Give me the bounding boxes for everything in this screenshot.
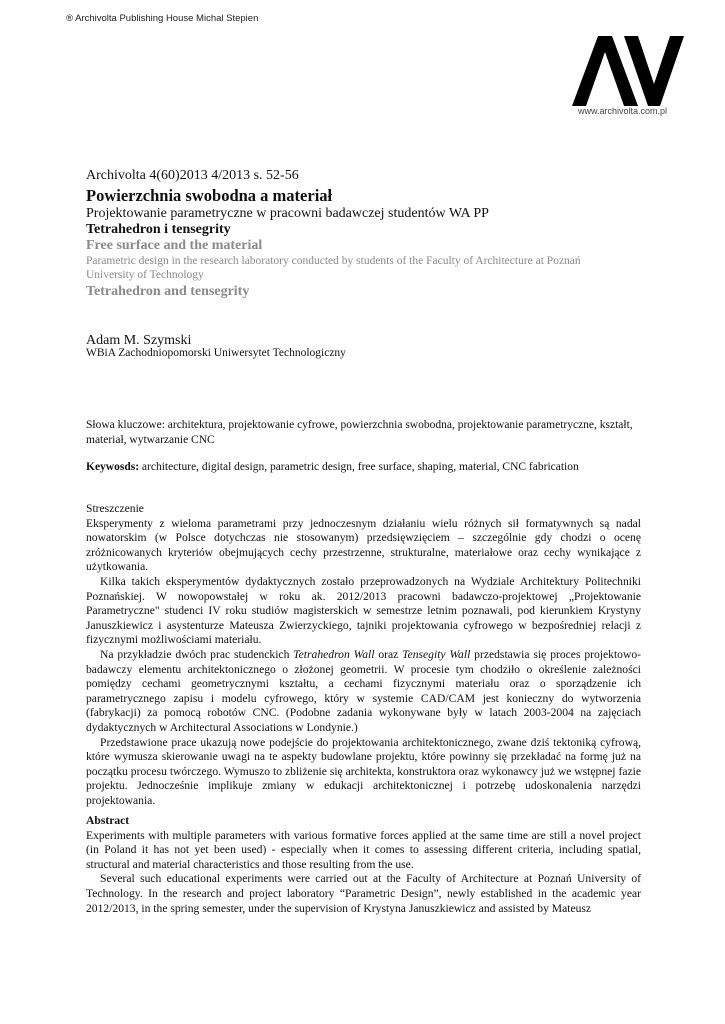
- abstract-english-heading: Abstract: [86, 814, 130, 827]
- italic-title: Tetrahedron Wall: [293, 647, 375, 661]
- author-affiliation: WBiA Zachodniopomorski Uniwersytet Technologiczny: [86, 347, 346, 359]
- abstract-polish-paragraph: Eksperymenty z wieloma parametrami przy jednoczesnym działaniu wielu różnych sił formatywnych są nadal nowatorskim (w Polsce dotychczas nie stosowanym) przedsięwzięciem – szczególnie gdy chodzi o ocenę zróżnicowanych kryteriów obejmujących cechy przestrzenne, strukturalne, materiałowe oraz cechy wynikające z użytkowania.: [86, 516, 641, 574]
- abstract-english: [86, 814, 641, 916]
- keywords-english: [86, 460, 646, 475]
- logo-url: www.archivolta.com.pl: [578, 106, 668, 116]
- title-polish: Powierzchnia swobodna a materiał: [86, 186, 333, 205]
- abstract-polish-paragraph: Kilka takich eksperymentów dydaktycznych zostało przeprowadzonych na Wydziale Architektury Politechniki Poznańskiej. W nowopowstałej w roku ak. 2012/2013 pracowni badawczo-projektowej „Projektowanie Parametryczne" studenci IV roku studiów magisterskich w semestrze letnim poznawali, pod kierunkiem Krystyny Januszkiewicz i asystenturze Mateusza Zwierzyckiego, tajniki projektowania cyfrowego w bezpośredniej relacji z fizycznymi możliwościami materiału.: [86, 574, 641, 647]
- abstract-polish: [86, 502, 641, 808]
- copyright-notice: ® Archivolta Publishing House Michal Stepien: [66, 13, 259, 24]
- subtitle-english: Parametric design in the research laboratory conducted by students of the Faculty of Architecture at Poznań University of Technology: [86, 255, 581, 281]
- keywords-english-text: architecture, digital design, parametric design, free surface, shaping, material, CNC fabrication: [139, 461, 579, 473]
- abstract-english-paragraph: Several such educational experiments were carried out at the Faculty of Architecture at Poznań University of Technology. In the research and project laboratory “Parametric Design”, newly established in the academic year 2012/2013, in the spring semester, under the supervision of Krystyna Januszkiewicz and assisted by Mateusz: [86, 872, 641, 915]
- abstract-polish-paragraph: Przedstawione prace ukazują nowe podejście do projektowania architektonicznego, zwane dziś tektoniką cyfrową, które wymusza skierowanie uwagi na te aspekty budowlane projektu, które powinny się przekładać na formę już na początku procesu twórczego. Wymuszo to zbliżenie się architekta, konstruktora oraz wykonawcy już we wstępnej fazie projektu. Jednocześnie implikuje zmiany w edukacji architektonicznej i potrzebę udoskonalenia narzędzi projektowania.: [86, 735, 641, 807]
- abstract-polish-paragraph: [86, 648, 641, 736]
- title-english: Free surface and the material: [86, 238, 263, 253]
- journal-reference: Archivolta 4(60)2013 4/2013 s. 52-56: [86, 168, 299, 183]
- archivolta-logo: [572, 36, 684, 106]
- abstract-english-paragraph: Experiments with multiple parameters with various formative forces applied at the same time are still a novel project (in Poland it has not yet been used) - especially when it comes to assessing different criteria, including spatial, structural and material characteristics and those resulting from the use.: [86, 828, 641, 871]
- keywords-english-label: Keywosds:: [86, 461, 140, 473]
- text-run: Na przykładzie dwóch prac studenckich: [100, 647, 294, 661]
- author-name: Adam M. Szymski: [86, 333, 192, 348]
- text-run: oraz: [374, 647, 403, 661]
- subtitle2-polish: Tetrahedron i tensegrity: [86, 222, 231, 237]
- text-run: przedstawia się proces projektowo-badawczy elementu architektonicznego o złożonej geometrii. W procesie tym chodziło o określenie zależności pomiędzy cechami geometrycznymi kształtu, a cechami fizycznymi materiału oraz o sporządzenie ich parametrycznego zapisu i modelu cyfrowego, który w systemie CAD/CAM jest konieczny do wytworzenia (fabrykacji) za pomocą robotów CNC. (Podobne zadania wykonywane były w latach 2003-2004 na zajęciach dydaktycznych w Architectural Associations w Londynie.): [86, 647, 642, 734]
- subtitle2-english: Tetrahedron and tensegrity: [86, 284, 250, 299]
- italic-title: Tensegity Wall: [402, 647, 471, 661]
- abstract-polish-heading: Streszczenie: [86, 502, 144, 515]
- keywords-polish: Słowa kluczowe: architektura, projektowanie cyfrowe, powierzchnia swobodna, projektowanie parametryczne, kształt, materiał, wytwarzanie CNC: [86, 419, 633, 446]
- subtitle-polish: Projektowanie parametryczne w pracowni badawczej studentów WA PP: [86, 206, 489, 221]
